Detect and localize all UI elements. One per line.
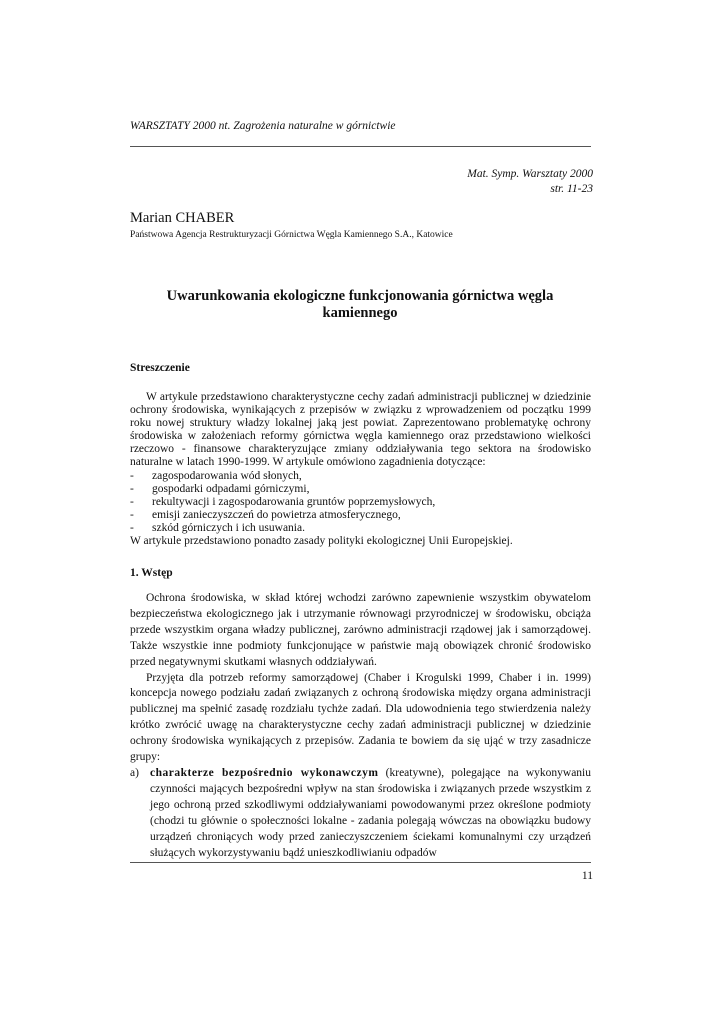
introduction-body xyxy=(130,591,591,861)
list-item-label: a) xyxy=(130,766,139,779)
citation-reference xyxy=(467,167,593,197)
footer-rule xyxy=(130,862,591,863)
list-item: - szkód górniczych i ich usuwania. xyxy=(130,522,591,535)
abstract-body xyxy=(130,391,591,548)
paragraph: Przyjęta dla potrzeb reformy samorządowej (Chaber i Krogulski 1999, Chaber i in. 1999) koncepcja nowego podziału zadań związanych z ochroną środowiska między organa administracji publicznej ma spełnić zasadę rozdziału tychże zadań. Dla udowodnienia tego stwierdzenia należy krótko zwrócić uwagę na charakterystyczne cechy zadań administracji publicznej w dziedzinie ochrony środowiska wynikających z przepisów. Zadania te bowiem da się ująć w trzy zasadnicze grupy: xyxy=(130,671,591,764)
citation-line-2: str. 11-23 xyxy=(550,183,593,195)
list-item-text: (kreatywne), polegające na wykonywaniu czynności mających bezpośredni wpływ na stan środowiska i związanych przede wszystkim z jego ochroną przed szkodliwymi oddziaływaniami powodowanymi przez określone podmioty (chodzi tu głównie o społeczności lokalne - zadania polegają wówczas na obowiązku budowy urządzeń chroniących wody przed zanieczyszczeniem ściekami komunalnymi czy urządzeń służących wykorzystywaniu bądź unieszkodliwianiu odpadów xyxy=(150,766,591,859)
page-number: 11 xyxy=(581,870,593,882)
abstract-closing: W artykule przedstawiono ponadto zasady polityki ekologicznej Unii Europejskiej. xyxy=(130,535,513,548)
paragraph: Ochrona środowiska, w skład której wchodzi zarówno zapewnienie wszystkim obywatelom bezpieczeństwa ekologicznego jak i utrzymanie równowagi przyrodniczej w środowisku, obciąża przede wszystkim organa władzy publicznej, zarówno administracji rządowej jak i samorządowej. Także wszystkie inne podmioty funkcjonujące w państwie mają obowiązek chronić środowisko przed negatywnymi skutkami własnych oddziaływań. xyxy=(130,592,591,668)
list-item: - zagospodarowania wód słonych, xyxy=(130,470,591,483)
author-affiliation: Państwowa Agencja Restrukturyzacji Górnictwa Węgla Kamiennego S.A., Katowice xyxy=(130,230,453,240)
abstract-heading: Streszczenie xyxy=(130,362,190,374)
list-item: - emisji zanieczyszczeń do powietrza atmosferycznego, xyxy=(130,509,591,522)
paper-title: Uwarunkowania ekologiczne funkcjonowania górnictwa węgla kamiennego xyxy=(166,288,554,321)
header-rule xyxy=(130,146,591,147)
list-item: - gospodarki odpadami górniczymi, xyxy=(130,483,591,496)
author-name: Marian CHABER xyxy=(130,210,235,226)
citation-line-1: Mat. Symp. Warsztaty 2000 xyxy=(467,168,593,180)
abstract-topic-list xyxy=(130,470,591,535)
list-item-bold-term: charakterze bezpośrednio wykonawczym xyxy=(150,766,379,779)
abstract-intro: W artykule przedstawiono charakterystyczne cechy zadań administracji publicznej w dziedzinie ochrony środowiska, wynikających z przepisów w związku z wprowadzeniem od początku 1999 roku nowej struktury władzy lokalnej jaką jest powiat. Zaprezentowano problematykę ochrony środowiska w założeniach reformy górnictwa węgla kamiennego oraz przedstawiono wielkości rzeczowo - finansowe charakteryzujące zmiany oddziaływania tego sektora na środowisko naturalne w latach 1990-1999. W artykule omówiono zagadnienia dotyczące: xyxy=(130,391,591,469)
list-item: - rekultywacji i zagospodarowania gruntów poprzemysłowych, xyxy=(130,496,591,509)
list-item-a xyxy=(130,766,591,861)
section-heading-introduction: 1. Wstęp xyxy=(130,567,173,579)
running-header: WARSZTATY 2000 nt. Zagrożenia naturalne w górnictwie xyxy=(130,120,396,132)
